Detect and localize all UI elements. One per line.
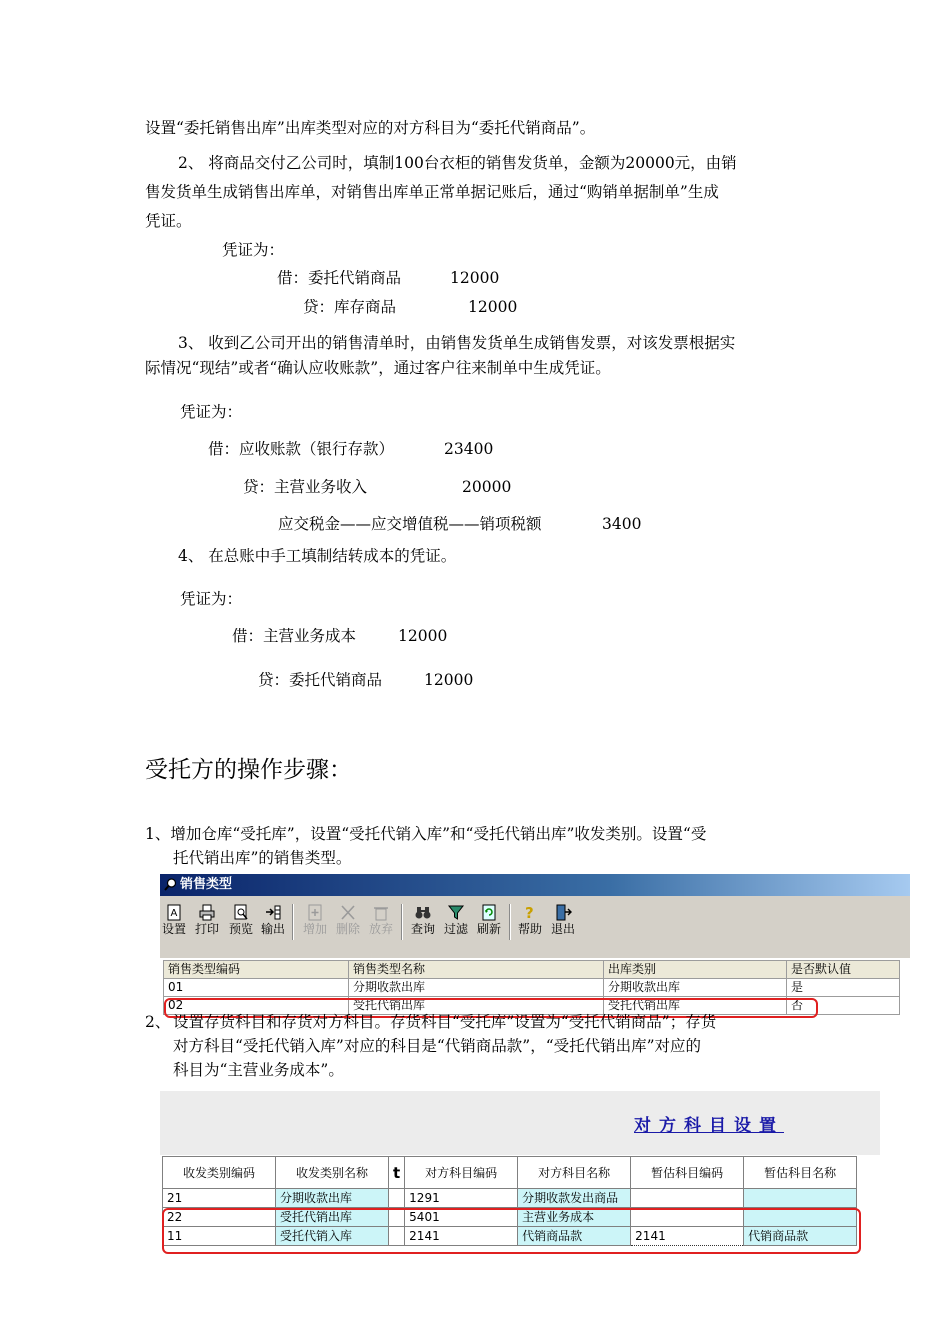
cell-category[interactable]: 受托代销出库 (604, 997, 787, 1015)
add-button[interactable]: 增加 (300, 904, 330, 940)
voucher-credit: 贷：委托代销商品 (258, 671, 383, 689)
cell-account-name[interactable]: 主营业务成本 (518, 1208, 631, 1227)
step-2-number: 2、 (145, 1013, 171, 1031)
refresh-button[interactable]: 刷新 (474, 904, 504, 940)
voucher-amount: 12000 (468, 298, 518, 316)
cell-category[interactable]: 分期收款出库 (604, 979, 787, 997)
column-header[interactable]: 收发类别名称 (276, 1157, 389, 1189)
cell-name[interactable]: 受托代销出库 (276, 1208, 389, 1227)
cell-temp-name[interactable] (744, 1189, 857, 1208)
column-header[interactable]: 暂估科目编码 (631, 1157, 744, 1189)
cell-code[interactable]: 11 (163, 1227, 276, 1246)
search-icon (164, 878, 177, 891)
refresh-icon (480, 904, 498, 921)
toolbar-separator (509, 904, 511, 940)
step-2-line: 对方科目“受托代销入库”对应的科目是“代销商品款”，“受托代销出库”对应的 (173, 1037, 702, 1055)
column-header[interactable]: 销售类型名称 (349, 961, 604, 979)
table-row[interactable] (163, 1189, 857, 1208)
voucher-debit: 借：主营业务成本 (232, 627, 357, 645)
exit-door-icon (554, 904, 572, 921)
cell-name[interactable]: 受托代销入库 (276, 1227, 389, 1246)
cell-account-name[interactable]: 分期收款发出商品 (518, 1189, 631, 1208)
export-icon (264, 904, 282, 921)
voucher-label: 凭证为： (222, 241, 285, 259)
cell-name[interactable]: 分期收款出库 (276, 1189, 389, 1208)
column-header[interactable]: 暂估科目名称 (744, 1157, 857, 1189)
voucher-credit: 应交税金——应交增值税——销项税额 (278, 515, 542, 533)
column-header[interactable]: 销售类型编码 (164, 961, 349, 979)
paragraph: 设置“委托销售出库”出库类型对应的对方科目为“委托代销商品”。 (145, 119, 596, 137)
window-title: 销售类型 (180, 877, 233, 892)
cell-code[interactable]: 21 (163, 1189, 276, 1208)
voucher-amount: 12000 (398, 627, 448, 645)
delete-button[interactable]: 删除 (333, 904, 363, 940)
exit-button[interactable]: 退出 (548, 904, 578, 940)
cell-default[interactable]: 是 (787, 979, 900, 997)
step-3-line: 际情况“现结”或者“确认应收账款”，通过客户往来制单中生成凭证。 (145, 359, 611, 377)
query-button[interactable]: 查询 (408, 904, 438, 940)
printer-icon (198, 904, 216, 921)
highlight-box (162, 1208, 861, 1254)
step-2-line: 科目为“主营业务成本”。 (173, 1061, 344, 1079)
cell-sep (389, 1189, 405, 1208)
svg-text:A: A (170, 908, 178, 919)
table-header-row (163, 1157, 857, 1189)
column-header[interactable]: 是否默认值 (787, 961, 900, 979)
step-2-line: 售发货单生成销售出库单，对销售出库单正常单据记账后，通过“购销单据制单”生成 (145, 183, 719, 201)
voucher-amount: 12000 (424, 671, 474, 689)
step-4-line: 4、 在总账中手工填制结转成本的凭证。 (178, 547, 457, 565)
preview-button[interactable]: 预览 (227, 904, 255, 940)
voucher-label: 凭证为： (180, 403, 243, 421)
voucher-amount: 3400 (602, 515, 642, 533)
section-heading: 受托方的操作步骤： (145, 757, 352, 783)
toolbar-separator (292, 904, 294, 940)
column-header[interactable]: 对方科目编码 (405, 1157, 518, 1189)
svg-text:?: ? (525, 904, 534, 921)
column-header[interactable]: 出库类别 (604, 961, 787, 979)
setup-button[interactable]: A 设置 (160, 904, 188, 940)
window-header (160, 1091, 880, 1155)
preview-icon (232, 904, 250, 921)
voucher-debit: 借：应收账款（银行存款） (208, 440, 395, 458)
step-1-line: 1、增加仓库“受托库”，设置“受托代销入库”和“受托代销出库”收发类别。设置“受 (145, 825, 707, 843)
column-header[interactable]: 对方科目名称 (518, 1157, 631, 1189)
cell-code[interactable]: 22 (163, 1208, 276, 1227)
voucher-amount: 23400 (444, 440, 494, 458)
window-titlebar (160, 874, 910, 896)
voucher-credit: 贷：库存商品 (303, 298, 397, 316)
cell-account-code[interactable]: 2141 (405, 1227, 518, 1246)
voucher-credit: 贷：主营业务收入 (243, 478, 368, 496)
discard-button[interactable]: 放弃 (366, 904, 396, 940)
help-button[interactable]: ? 帮助 (517, 904, 542, 936)
step-3-line: 3、 收到乙公司开出的销售清单时，由销售发货单生成销售发票，对该发票根据实 (178, 334, 736, 352)
filter-icon (447, 904, 465, 921)
step-2-line: 2、 将商品交付乙公司时，填制100台衣柜的销售发货单，金额为20000元，由销 (178, 154, 737, 172)
table-header-row (164, 961, 900, 979)
delete-icon (339, 904, 357, 921)
cell-code[interactable]: 01 (164, 979, 349, 997)
cell-temp-name[interactable]: 代销商品款 (744, 1227, 857, 1246)
add-icon (306, 904, 324, 921)
page-setup-icon (165, 904, 183, 921)
step-2-line: 设置存货科目和存货对方科目。存货科目“受托库”设置为“受托代销商品”；存货 (173, 1013, 717, 1031)
voucher-debit: 借：委托代销商品 (277, 269, 402, 287)
step-2-line: 凭证。 (145, 212, 192, 230)
toolbar-separator (401, 904, 403, 940)
help-icon (521, 904, 539, 921)
cell-temp-code[interactable] (631, 1189, 744, 1208)
binoculars-icon (414, 904, 432, 921)
trash-icon (372, 904, 390, 921)
cell-temp-code[interactable]: 2141 (631, 1227, 744, 1246)
cell-code[interactable]: 02 (164, 997, 349, 1015)
step-1-line: 托代销出库”的销售类型。 (173, 849, 352, 867)
voucher-amount: 20000 (462, 478, 512, 496)
voucher-label: 凭证为： (180, 590, 243, 608)
cell-account-name[interactable]: 代销商品款 (518, 1227, 631, 1246)
window-title: 对方科目设置 (634, 1116, 784, 1136)
cell-account-code[interactable]: 1291 (405, 1189, 518, 1208)
column-header[interactable]: t (389, 1157, 405, 1189)
toolbar (160, 900, 910, 944)
voucher-amount: 12000 (450, 269, 500, 287)
export-button[interactable]: 输出 (259, 904, 287, 940)
cell-default[interactable]: 否 (787, 997, 900, 1015)
table-row[interactable] (164, 979, 900, 997)
column-header[interactable]: 收发类别编码 (163, 1157, 276, 1189)
cell-name[interactable]: 分期收款出库 (349, 979, 604, 997)
print-button[interactable]: 打印 (193, 904, 221, 940)
cell-account-code[interactable]: 5401 (405, 1208, 518, 1227)
cell-name[interactable]: 受托代销出库 (349, 997, 604, 1015)
filter-button[interactable]: 过滤 (441, 904, 471, 940)
